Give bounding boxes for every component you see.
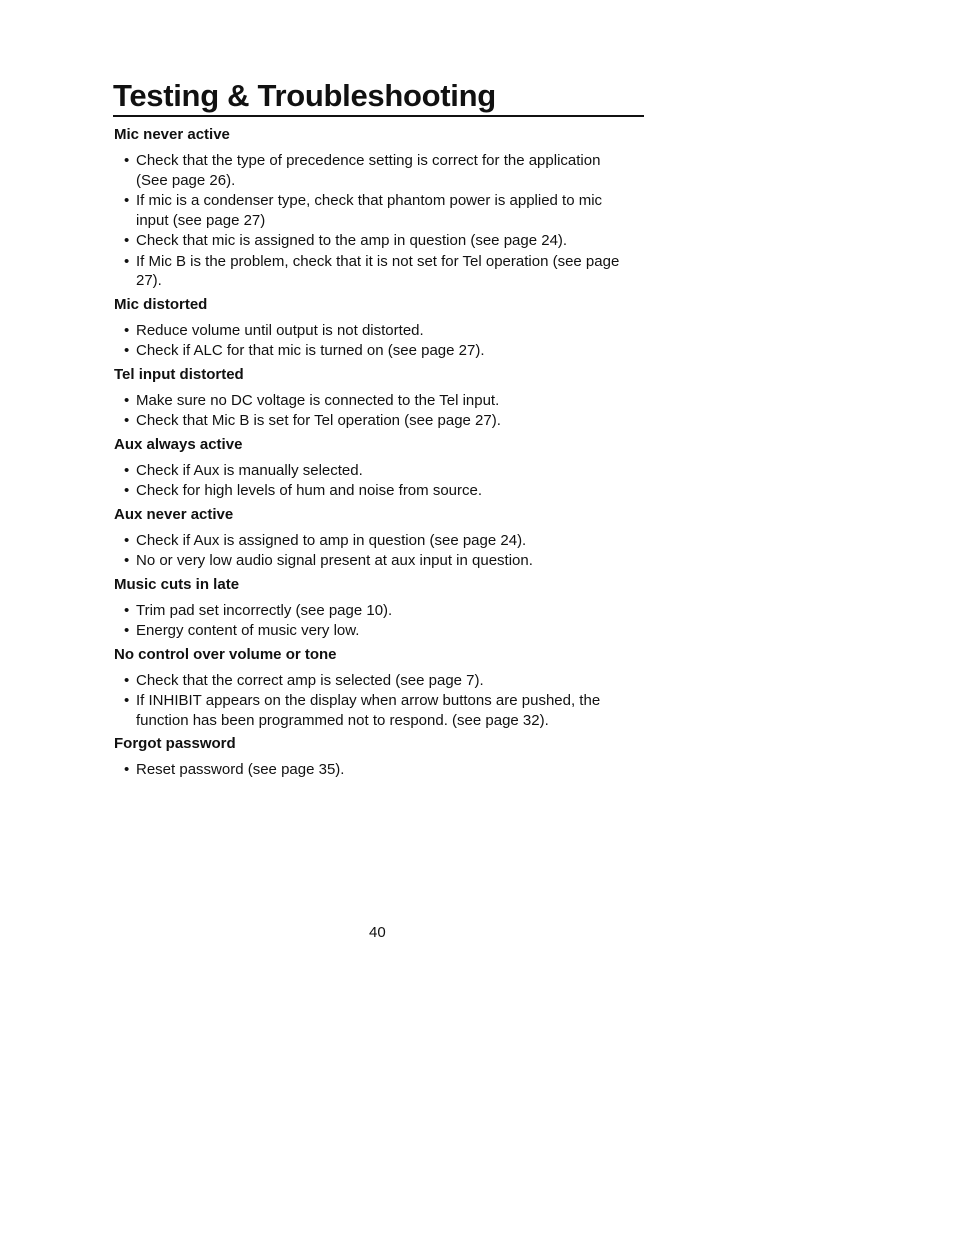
section-forgot-password (114, 734, 634, 780)
section-tel-input-distorted (114, 365, 634, 431)
list-item: • Trim pad set incorrectly (see page 10). (114, 601, 634, 621)
list-item: • Make sure no DC voltage is connected to the Tel input. (114, 391, 634, 411)
bullet-list (114, 760, 634, 780)
list-item: • Check that the correct amp is selected (see page 7). (114, 671, 634, 691)
bullet-list (114, 601, 634, 641)
list-item: • Check that Mic B is set for Tel operation (see page 27). (114, 411, 634, 431)
bullet-list (114, 531, 634, 571)
section-mic-distorted (114, 295, 634, 361)
list-item: • Check for high levels of hum and noise from source. (114, 481, 634, 501)
page-title: Testing & Troubleshooting (113, 78, 644, 117)
bullet-list (114, 461, 634, 501)
list-item: • Check that mic is assigned to the amp in question (see page 24). (114, 231, 634, 251)
list-item: • Energy content of music very low. (114, 621, 634, 641)
page-number: 40 (369, 924, 386, 941)
section-heading: Tel input distorted (114, 365, 244, 383)
section-heading: Mic distorted (114, 295, 208, 313)
troubleshooting-content (114, 125, 634, 784)
list-item: • Check that the type of precedence setting is correct for the application (See page 26). (114, 151, 634, 190)
bullet-list (114, 151, 634, 291)
section-heading: Mic never active (114, 126, 230, 143)
list-item: • No or very low audio signal present at aux input in question. (114, 551, 634, 571)
section-heading: Aux never active (114, 505, 234, 523)
bullet-list (114, 321, 634, 361)
bullet-list (114, 671, 634, 731)
section-heading: Forgot password (114, 735, 236, 752)
section-aux-always-active (114, 435, 634, 501)
section-mic-never-active (114, 125, 634, 291)
list-item: • Check if Aux is manually selected. (114, 461, 634, 481)
bullet-list (114, 391, 634, 431)
section-no-control-over-volume-or-tone (114, 645, 634, 731)
section-music-cuts-in-late (114, 575, 634, 641)
section-heading: Aux always active (114, 435, 243, 453)
list-item: • If Mic B is the problem, check that it is not set for Tel operation (see page 27). (114, 252, 634, 291)
list-item: • If INHIBIT appears on the display when arrow buttons are pushed, the function has been programmed not to respond. (see page 32). (114, 691, 634, 730)
list-item: • Reset password (see page 35). (114, 760, 634, 780)
list-item: • If mic is a condenser type, check that phantom power is applied to mic input (see page 27) (114, 191, 634, 230)
section-aux-never-active (114, 505, 634, 571)
list-item: • Check if ALC for that mic is turned on (see page 27). (114, 341, 634, 361)
section-heading: Music cuts in late (114, 575, 240, 593)
list-item: • Reduce volume until output is not distorted. (114, 321, 634, 341)
section-heading: No control over volume or tone (114, 645, 337, 663)
list-item: • Check if Aux is assigned to amp in question (see page 24). (114, 531, 634, 551)
